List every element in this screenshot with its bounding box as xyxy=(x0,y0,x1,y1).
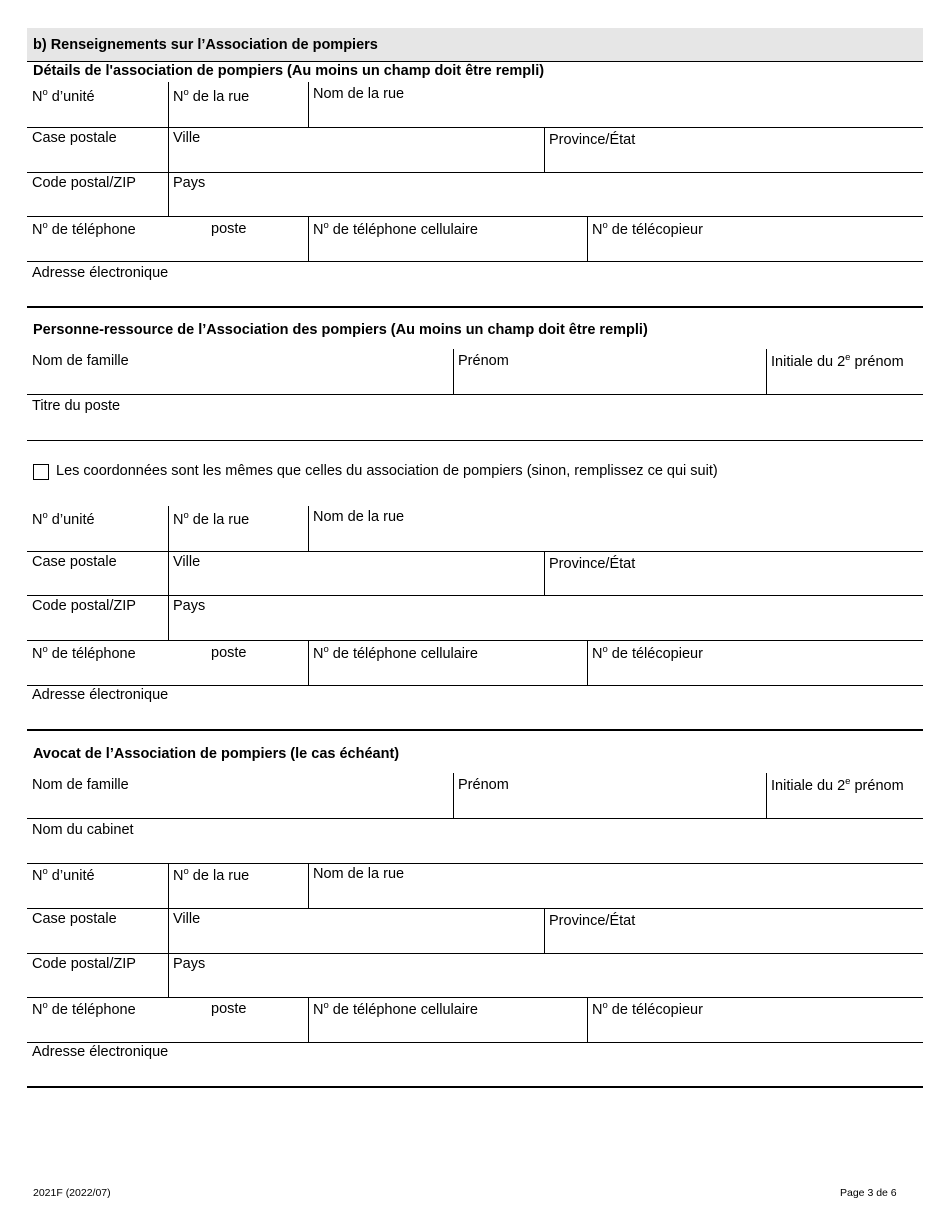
assoc-street-name-field[interactable]: Nom de la rue xyxy=(308,82,924,127)
contact-phone-row xyxy=(27,640,923,686)
lawyer-unit-field[interactable]: $N^o$ d’unité xyxy=(32,866,95,884)
contact-city-row xyxy=(27,551,923,596)
assoc-postal-row xyxy=(27,172,923,217)
lawyer-firm-row xyxy=(27,818,923,864)
lawyer-country-field[interactable]: Pays xyxy=(168,953,924,997)
contact-po-box-field[interactable]: Case postale xyxy=(32,554,117,570)
lawyer-po-box-field[interactable]: Case postale xyxy=(32,911,117,927)
same-as-association-label: Les coordonnées sont les mêmes que celles du association de pompiers (sinon, remplissez ce qui suit) xyxy=(56,463,718,479)
lawyer-middle-initial-field[interactable]: Initiale du 2e prénom xyxy=(766,773,924,818)
page-number: Page 3 de 6 xyxy=(840,1187,897,1199)
assoc-address-row xyxy=(27,82,923,128)
lawyer-last-name-field[interactable]: Nom de famille xyxy=(32,777,129,793)
contact-unit-field[interactable]: $N^o$ d’unité xyxy=(32,510,95,528)
assoc-email-field[interactable]: Adresse électronique xyxy=(32,265,169,281)
contact-section-title: Personne-ressource de l’Association des pompiers (Au moins un champ doit être rempli) xyxy=(33,322,648,338)
contact-name-row xyxy=(27,349,923,395)
assoc-phone-row xyxy=(27,216,923,262)
form-id: 2021F (2022/07) xyxy=(33,1187,111,1199)
contact-street-number-field[interactable]: $N^o$ de la rue xyxy=(168,506,309,551)
lawyer-street-number-field[interactable]: $N^o$ de la rue xyxy=(168,863,309,908)
lawyer-cell-phone-field[interactable]: $N^o$ de téléphone cellulaire xyxy=(308,997,588,1042)
assoc-ext-label: poste xyxy=(211,221,247,237)
assoc-street-number-field[interactable]: $N^o$ de la rue xyxy=(168,82,309,127)
lawyer-ext-label: poste xyxy=(211,1001,247,1017)
section-header xyxy=(27,28,923,62)
assoc-section-title: Détails de l'association de pompiers (Au moins un champ doit être rempli) xyxy=(33,63,545,79)
contact-province-field[interactable]: Province/État xyxy=(544,551,924,595)
contact-email-row xyxy=(27,685,923,731)
contact-address-row xyxy=(27,506,923,552)
same-as-association-checkbox[interactable] xyxy=(33,464,49,480)
lawyer-street-name-field[interactable]: Nom de la rue xyxy=(308,863,924,908)
lawyer-address-row xyxy=(27,863,923,909)
assoc-fax-field[interactable]: $N^o$ de télécopieur xyxy=(587,216,924,261)
contact-fax-field[interactable]: $N^o$ de télécopieur xyxy=(587,640,924,685)
assoc-country-field[interactable]: Pays xyxy=(168,172,924,216)
lawyer-province-field[interactable]: Province/État xyxy=(544,908,924,953)
contact-postal-row xyxy=(27,595,923,641)
assoc-province-field[interactable]: Province/État xyxy=(544,127,924,172)
assoc-unit-field[interactable]: $N^o$ d’unité xyxy=(32,87,95,105)
lawyer-section-title: Avocat de l’Association de pompiers (le cas échéant) xyxy=(33,746,400,762)
lawyer-postal-row xyxy=(27,953,923,998)
lawyer-first-name-field[interactable]: Prénom xyxy=(453,773,767,818)
contact-city-field[interactable]: Ville xyxy=(168,551,545,595)
contact-street-name-field[interactable]: Nom de la rue xyxy=(308,506,924,551)
assoc-phone-field[interactable]: $N^o$ de téléphone poste xyxy=(32,220,247,238)
lawyer-city-field[interactable]: Ville xyxy=(168,908,545,953)
lawyer-email-field[interactable]: Adresse électronique xyxy=(32,1044,169,1060)
section-header-title: b) Renseignements sur l’Association de pompiers xyxy=(33,37,378,53)
contact-ext-label: poste xyxy=(211,645,247,661)
assoc-postal-field[interactable]: Code postal/ZIP xyxy=(32,175,136,191)
assoc-email-row xyxy=(27,261,923,308)
contact-last-name-field[interactable]: Nom de famille xyxy=(32,353,129,369)
lawyer-city-row xyxy=(27,908,923,954)
lawyer-phone-row xyxy=(27,997,923,1043)
assoc-city-row xyxy=(27,127,923,173)
contact-middle-initial-field[interactable]: Initiale du 2e prénom xyxy=(766,349,924,394)
lawyer-postal-field[interactable]: Code postal/ZIP xyxy=(32,956,136,972)
contact-email-field[interactable]: Adresse électronique xyxy=(32,687,169,703)
contact-cell-phone-field[interactable]: $N^o$ de téléphone cellulaire xyxy=(308,640,588,685)
assoc-cell-phone-field[interactable]: $N^o$ de téléphone cellulaire xyxy=(308,216,588,261)
lawyer-firm-field[interactable]: Nom du cabinet xyxy=(32,822,134,838)
contact-job-title-field[interactable]: Titre du poste xyxy=(32,398,121,414)
lawyer-name-row xyxy=(27,773,923,819)
contact-first-name-field[interactable]: Prénom xyxy=(453,349,767,394)
contact-postal-field[interactable]: Code postal/ZIP xyxy=(32,598,136,614)
lawyer-email-row xyxy=(27,1042,923,1088)
contact-phone-field[interactable]: $N^o$ de téléphone poste xyxy=(32,644,247,662)
contact-title-row xyxy=(27,394,923,441)
assoc-city-field[interactable]: Ville xyxy=(168,127,545,172)
assoc-po-box-field[interactable]: Case postale xyxy=(32,130,117,146)
lawyer-fax-field[interactable]: $N^o$ de télécopieur xyxy=(587,997,924,1042)
contact-country-field[interactable]: Pays xyxy=(168,595,924,640)
lawyer-phone-field[interactable]: $N^o$ de téléphone poste xyxy=(32,1000,247,1018)
